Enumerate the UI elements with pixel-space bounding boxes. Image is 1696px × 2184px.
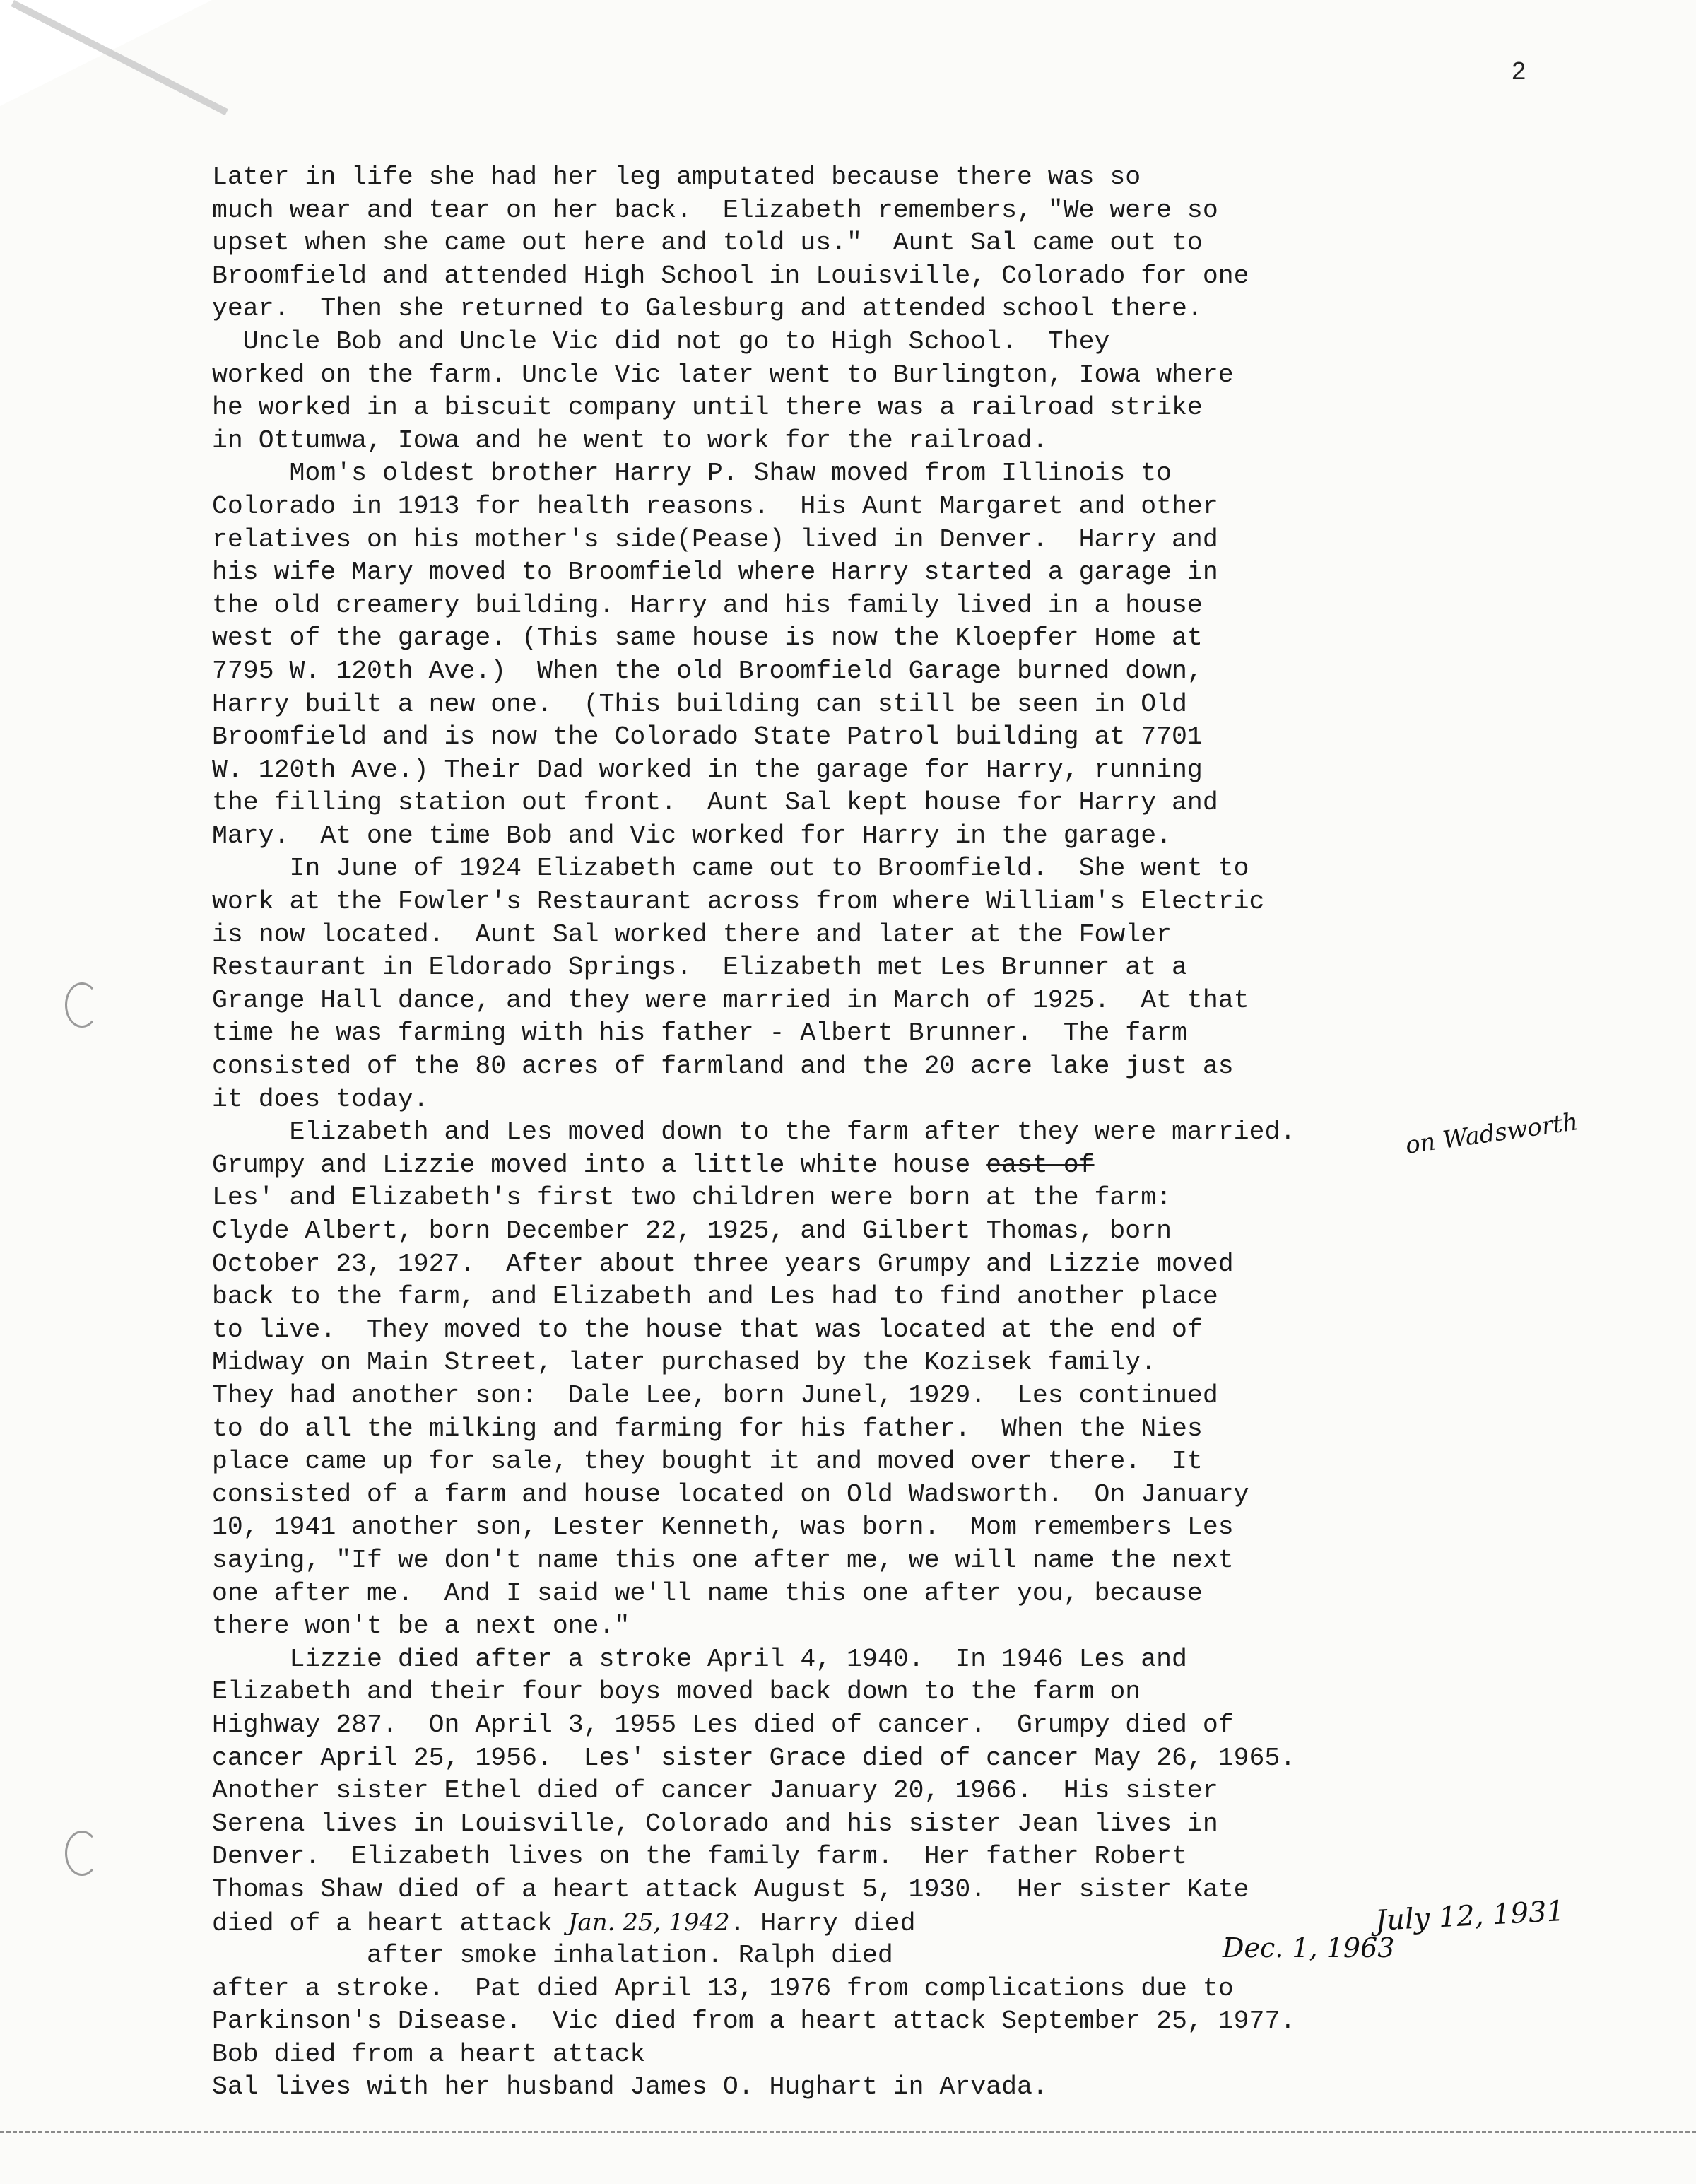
- text-line: to do all the milking and farming for his father. When the Nies: [212, 1414, 1203, 1443]
- text-line: Elizabeth and their four boys moved back down to the farm on: [212, 1677, 1141, 1707]
- text-line: after smoke inhalation. Ralph died: [212, 1941, 893, 1971]
- text-line: upset when she came out here and told us." Aunt Sal came out to: [212, 228, 1203, 258]
- text-line-white-house: [212, 1149, 1668, 1182]
- text-line: work at the Fowler's Restaurant across from where William's Electric: [212, 887, 1265, 917]
- text-line: it does today.: [212, 1084, 429, 1114]
- text-line: 7795 W. 120th Ave.) When the old Broomfield Garage burned down,: [212, 656, 1203, 686]
- scan-edge-line: [0, 2131, 1696, 2133]
- text-line: year. Then she returned to Galesburg and attended school there.: [212, 294, 1203, 324]
- text-line: time he was farming with his father - Albert Brunner. The farm: [212, 1018, 1187, 1048]
- text-line: cancer April 25, 1956. Les' sister Grace died of cancer May 26, 1965.: [212, 1743, 1296, 1773]
- text-line: consisted of a farm and house located on Old Wadsworth. On January: [212, 1479, 1249, 1509]
- text-line: Highway 287. On April 3, 1955 Les died of cancer. Grumpy died of: [212, 1710, 1234, 1739]
- text-line: one after me. And I said we'll name this one after you, because: [212, 1578, 1203, 1608]
- text-line: Denver. Elizabeth lives on the family farm. Her father Robert: [212, 1842, 1187, 1872]
- text-line: there won't be a next one.": [212, 1611, 630, 1641]
- struck-text: east of: [986, 1150, 1095, 1180]
- text-line: the filling station out front. Aunt Sal kept house for Harry and: [212, 788, 1218, 818]
- text-line: Serena lives in Louisville, Colorado and his sister Jean lives in: [212, 1809, 1218, 1838]
- text-line: Mary. At one time Bob and Vic worked for Harry in the garage.: [212, 821, 1172, 850]
- text-line: Bob died from a heart attack: [212, 2039, 646, 2069]
- text-line: Grange Hall dance, and they were married in March of 1925. At that: [212, 985, 1249, 1015]
- text-line: Clyde Albert, born December 22, 1925, and Gilbert Thomas, born: [212, 1216, 1172, 1245]
- page-number: 2: [1511, 58, 1526, 87]
- text-line: In June of 1924 Elizabeth came out to Broomfield. She went to: [212, 854, 1249, 883]
- text-line: Another sister Ethel died of cancer January 20, 1966. His sister: [212, 1776, 1218, 1806]
- text-segment: . Harry died: [729, 1909, 916, 1939]
- punch-hole-mark: [65, 1831, 99, 1876]
- text-line: relatives on his mother's side(Pease) lived in Denver. Harry and: [212, 524, 1218, 554]
- text-line: Sal lives with her husband James O. Hughart in Arvada.: [212, 2072, 1048, 2102]
- text-line: saying, "If we don't name this one after me, we will name the next: [212, 1545, 1234, 1575]
- text-line: west of the garage. (This same house is now the Kloepfer Home at: [212, 623, 1203, 653]
- text-line: much wear and tear on her back. Elizabeth remembers, "We were so: [212, 195, 1218, 225]
- text-segment: died of a heart attack: [212, 1909, 553, 1939]
- text-line: Later in life she had her leg amputated because there was so: [212, 163, 1141, 192]
- punch-hole-mark: [65, 982, 99, 1028]
- text-line: Parkinson's Disease. Vic died from a heart attack September 25, 1977.: [212, 2007, 1296, 2036]
- text-line: is now located. Aunt Sal worked there and later at the Fowler: [212, 920, 1172, 949]
- text-line: to live. They moved to the house that was located at the end of: [212, 1315, 1203, 1344]
- text-line: Elizabeth and Les moved down to the farm after they were married.: [212, 1117, 1296, 1147]
- text-line: Thomas Shaw died of a heart attack August 5, 1930. Her sister Kate: [212, 1874, 1249, 1904]
- text-line: in Ottumwa, Iowa and he went to work for the railroad.: [212, 425, 1048, 455]
- text-line: worked on the farm. Uncle Vic later went to Burlington, Iowa where: [212, 360, 1234, 389]
- text-line: Mom's oldest brother Harry P. Shaw moved from Illinois to: [212, 459, 1172, 488]
- text-line: Broomfield and attended High School in Louisville, Colorado for one: [212, 261, 1249, 290]
- text-line: place came up for sale, they bought it and moved over there. It: [212, 1447, 1203, 1476]
- text-line: back to the farm, and Elizabeth and Les had to find another place: [212, 1282, 1218, 1312]
- text-line: the old creamery building. Harry and his family lived in a house: [212, 590, 1203, 620]
- text-segment: Grumpy and Lizzie moved into a little white house: [212, 1150, 971, 1180]
- text-line: They had another son: Dale Lee, born Junel, 1929. Les continued: [212, 1380, 1218, 1410]
- text-line: October 23, 1927. After about three years Grumpy and Lizzie moved: [212, 1249, 1234, 1279]
- text-line: Uncle Bob and Uncle Vic did not go to High School. They: [212, 327, 1110, 356]
- text-line: Les' and Elizabeth's first two children were born at the farm:: [212, 1183, 1172, 1213]
- handwritten-ralph-date: Dec. 1, 1963: [1223, 1932, 1395, 1963]
- text-line: Restaurant in Eldorado Springs. Elizabeth met Les Brunner at a: [212, 953, 1187, 982]
- text-line: Broomfield and is now the Colorado State Patrol building at 7701: [212, 722, 1203, 752]
- handwritten-wadsworth-note: on Wadsworth: [1403, 1108, 1580, 1160]
- text-line: he worked in a biscuit company until there was a railroad strike: [212, 393, 1203, 423]
- text-line: W. 120th Ave.) Their Dad worked in the garage for Harry, running: [212, 755, 1203, 785]
- handwritten-harry-date: July 12, 1931: [1374, 1895, 1566, 1937]
- handwritten-kate-date: Jan. 25, 1942: [567, 1908, 730, 1937]
- text-line: 10, 1941 another son, Lester Kenneth, was born. Mom remembers Les: [212, 1513, 1234, 1542]
- text-line: Harry built a new one. (This building can still be seen in Old: [212, 689, 1187, 719]
- text-line: his wife Mary moved to Broomfield where Harry started a garage in: [212, 558, 1218, 587]
- text-line: Colorado in 1913 for health reasons. His Aunt Margaret and other: [212, 491, 1218, 521]
- text-line: Lizzie died after a stroke April 4, 1940. In 1946 Les and: [212, 1644, 1187, 1674]
- text-line: Midway on Main Street, later purchased by the Kozisek family.: [212, 1348, 1157, 1378]
- text-line: consisted of the 80 acres of farmland and the 20 acre lake just as: [212, 1052, 1234, 1081]
- text-line: after a stroke. Pat died April 13, 1976 from complications due to: [212, 1973, 1234, 2003]
